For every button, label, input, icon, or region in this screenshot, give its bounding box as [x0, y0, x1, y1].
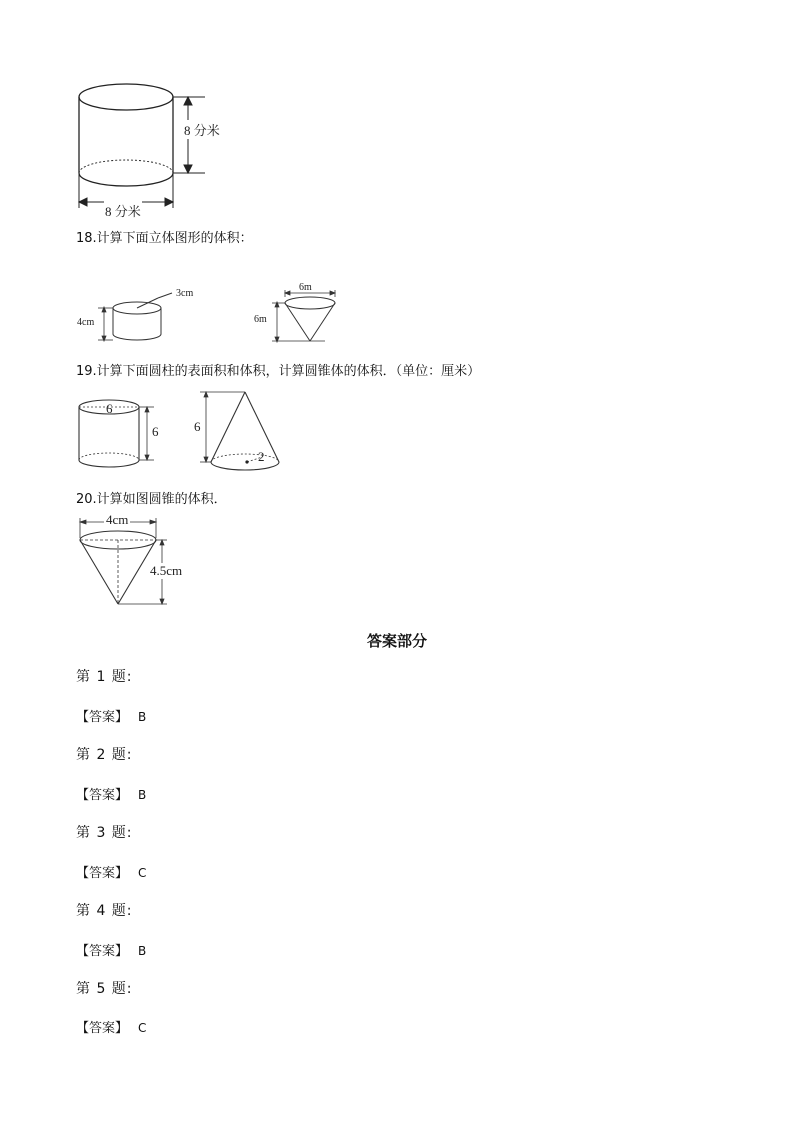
q20-cone — [80, 531, 156, 604]
q19-cone-height-label: 6 — [194, 419, 201, 434]
answer-1-question: 第 1 题: — [76, 669, 133, 685]
answer-5-question: 第 5 题: — [76, 981, 133, 997]
answer-5-line — [76, 1017, 146, 1036]
answer-1-value: B — [138, 710, 147, 724]
answer-2-line — [76, 784, 146, 803]
q19-cone-radius-label: 2 — [258, 449, 265, 464]
answer-4-prefix: 【答案】 — [76, 944, 129, 959]
q19-cylinder-height-label: 6 — [152, 424, 159, 439]
q18-cylinder-radius-label: 3cm — [176, 288, 194, 299]
answer-5-prefix: 【答案】 — [76, 1021, 129, 1036]
answer-2-value: B — [138, 788, 147, 802]
answer-2-question: 第 2 题: — [76, 747, 133, 763]
answer-3-value: C — [138, 866, 147, 880]
q19-cylinder-diameter-label: 6 — [106, 401, 113, 416]
answer-4-line — [76, 940, 146, 959]
q20-diameter-label: 4cm — [106, 512, 129, 527]
top-cylinder-height-label: 8 分米 — [183, 120, 221, 139]
answers-title: 答案部分 — [366, 632, 427, 650]
q18-cone-height-label: 6m — [254, 314, 267, 325]
answer-3-prefix: 【答案】 — [76, 866, 129, 881]
question-20-text: 20.计算如图圆锥的体积． — [76, 492, 227, 507]
answer-1-prefix: 【答案】 — [76, 710, 129, 725]
answer-1-line — [76, 706, 146, 725]
question-19-text: 19.计算下面圆柱的表面积和体积，计算圆锥体的体积．（单位：厘米） — [76, 364, 481, 379]
question-18-text: 18.计算下面立体图形的体积： — [76, 231, 253, 246]
answer-4-value: B — [138, 944, 147, 958]
answer-3-question: 第 3 题: — [76, 825, 133, 841]
q18-cone-top-label: 6m — [299, 282, 312, 293]
q18-cylinder-height-label: 4cm — [77, 317, 95, 328]
answer-2-prefix: 【答案】 — [76, 788, 129, 803]
answer-4-question: 第 4 题: — [76, 903, 133, 919]
answer-3-line — [76, 862, 146, 881]
top-cylinder-diameter-label: 8 分米 — [104, 201, 142, 220]
q20-height-label: 4.5cm — [150, 563, 183, 578]
answer-5-value: C — [138, 1021, 147, 1035]
